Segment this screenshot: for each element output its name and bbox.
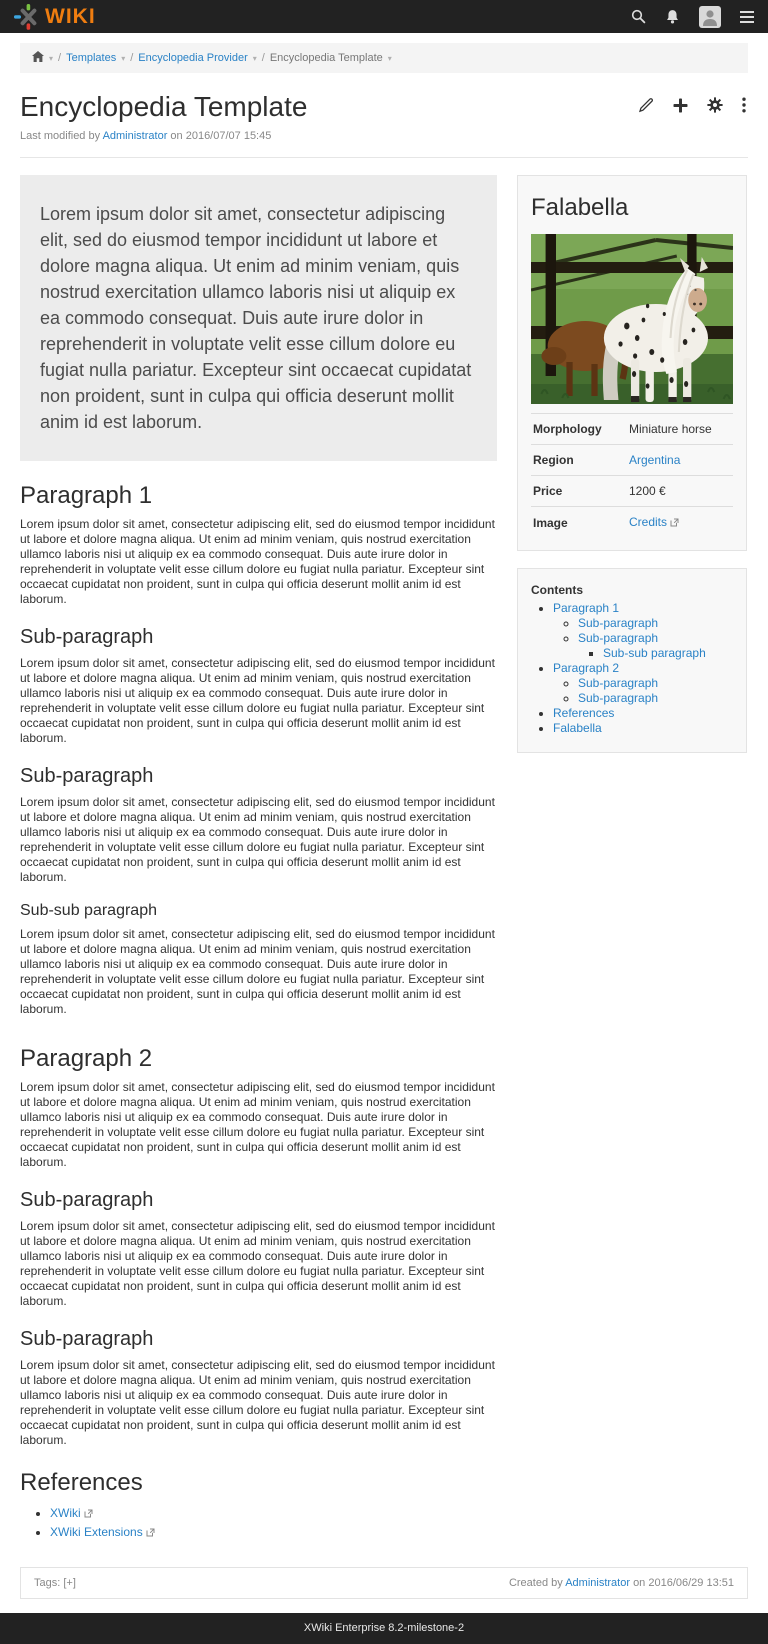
breadcrumb-separator: / [58, 52, 62, 64]
table-row [531, 506, 733, 538]
bell-icon[interactable] [665, 9, 680, 25]
page-content [20, 175, 497, 1543]
version-bar [0, 1613, 768, 1644]
row-label: Price [533, 484, 563, 498]
avatar-person-icon [699, 6, 721, 28]
modified-user-link[interactable]: Administrator [102, 130, 168, 142]
external-link-icon [84, 1507, 93, 1521]
modified-prefix: Last modified by [20, 130, 101, 142]
list-item [553, 661, 733, 706]
version-text: XWiki Enterprise 8.2-milestone-2 [303, 1622, 465, 1634]
toc-list [531, 601, 733, 736]
kebab-icon [742, 97, 746, 113]
toc-link[interactable]: Paragraph 2 [553, 661, 620, 675]
paragraph-text: Lorem ipsum dolor sit amet, consectetur adipiscing elit, sed do eiusmod tempor incididunt ut labore et dolore magna aliqua. Ut enim ad minim veniam, quis nostrud exercitation ullamco laboris nisi ut aliquip ex ea commodo consequat. Duis aute irure dolor in reprehenderit in voluptate velit esse cillum dolore eu fugiat nulla pariatur. Excepteur sint occaecat cupidatat non proident, sunt in culpa qui officia deserunt mollit anim id est laborum. [20, 517, 495, 606]
toc-panel [517, 568, 747, 753]
modified-date: on 2016/07/07 15:45 [170, 130, 272, 142]
heading-sub-paragraph: Sub-paragraph [20, 1189, 154, 1211]
list-item [553, 601, 733, 661]
toc-link[interactable]: Falabella [553, 721, 602, 735]
row-label: Morphology [533, 422, 602, 436]
infobox-title: Falabella [531, 194, 629, 221]
breadcrumb [20, 43, 748, 73]
add-tag-button[interactable]: [+] [63, 1577, 76, 1589]
page-actions [638, 97, 746, 118]
toc-link[interactable]: Sub-sub paragraph [603, 646, 706, 660]
chevron-down-icon[interactable]: ▾ [49, 53, 54, 63]
list-item [553, 721, 733, 736]
paragraph-text: Lorem ipsum dolor sit amet, consectetur adipiscing elit, sed do eiusmod tempor incididunt ut labore et dolore magna aliqua. Ut enim ad minim veniam, quis nostrud exercitation ullamco laboris nisi ut aliquip ex ea commodo consequat. Duis aute irure dolor in reprehenderit in voluptate velit esse cillum dolore eu fugiat nulla pariatur. Excepteur sint occaecat cupidatat non proident, sunt in culpa qui officia deserunt mollit anim id est laborum. [20, 1080, 495, 1169]
reference-link-xwiki[interactable]: XWiki [50, 1506, 81, 1520]
heading-sub-paragraph: Sub-paragraph [20, 626, 154, 648]
external-link-icon [146, 1526, 155, 1540]
xwiki-logo-x-icon [14, 4, 44, 30]
references-list [20, 1505, 497, 1541]
tags-label: Tags: [34, 1577, 61, 1589]
heading-paragraph-2: Paragraph 2 [20, 1045, 153, 1072]
list-item [578, 676, 733, 691]
edit-button[interactable] [638, 97, 654, 118]
settings-button[interactable] [707, 97, 723, 118]
list-item [50, 1524, 497, 1541]
chevron-down-icon[interactable]: ▾ [121, 53, 126, 63]
created-user-link[interactable]: Administrator [565, 1577, 630, 1589]
list-item [553, 706, 733, 721]
row-value: Miniature horse [629, 422, 712, 436]
row-label: Region [533, 453, 574, 467]
toc-link[interactable]: Sub-paragraph [578, 616, 659, 630]
paragraph-text: Lorem ipsum dolor sit amet, consectetur adipiscing elit, sed do eiusmod tempor incididunt ut labore et dolore magna aliqua. Ut enim ad minim veniam, quis nostrud exercitation ullamco laboris nisi ut aliquip ex ea commodo consequat. Duis aute irure dolor in reprehenderit in voluptate velit esse cillum dolore eu fugiat nulla pariatur. Excepteur sint occaecat cupidatat non proident, sunt in culpa qui officia deserunt mollit anim id est laborum. [20, 795, 495, 884]
tags-area [34, 1577, 76, 1589]
table-row [531, 413, 733, 444]
top-navbar [0, 0, 768, 33]
breadcrumb-item-encyclopedia-provider[interactable]: Encyclopedia Provider [138, 52, 248, 64]
xwiki-logo-text: WIKI [45, 4, 96, 28]
reference-link-xwiki-extensions[interactable]: XWiki Extensions [50, 1525, 143, 1539]
paragraph-text: Lorem ipsum dolor sit amet, consectetur adipiscing elit, sed do eiusmod tempor incididunt ut labore et dolore magna aliqua. Ut enim ad minim veniam, quis nostrud exercitation ullamco laboris nisi ut aliquip ex ea commodo consequat. Duis aute irure dolor in reprehenderit in voluptate velit esse cillum dolore eu fugiat nulla pariatur. Excepteur sint occaecat cupidatat non proident, sunt in culpa qui officia deserunt mollit anim id est laborum. [20, 1358, 495, 1447]
heading-references: References [20, 1469, 143, 1496]
created-date: on 2016/06/29 13:51 [633, 1577, 734, 1589]
list-item [578, 631, 733, 661]
table-row [531, 475, 733, 506]
user-avatar[interactable] [699, 6, 721, 28]
heading-sub-sub-paragraph: Sub-sub paragraph [20, 902, 157, 919]
header-divider [20, 157, 748, 158]
paragraph-text: Lorem ipsum dolor sit amet, consectetur adipiscing elit, sed do eiusmod tempor incididunt ut labore et dolore magna aliqua. Ut enim ad minim veniam, quis nostrud exercitation ullamco laboris nisi ut aliquip ex ea commodo consequat. Duis aute irure dolor in reprehenderit in voluptate velit esse cillum dolore eu fugiat nulla pariatur. Excepteur sint occaecat cupidatat non proident, sunt in culpa qui officia deserunt mollit anim id est laborum. [20, 927, 495, 1016]
chevron-down-icon[interactable]: ▾ [387, 53, 392, 63]
list-item [50, 1505, 497, 1522]
infobox-table [531, 413, 733, 538]
breadcrumb-item-current: Encyclopedia Template [269, 52, 383, 64]
more-actions-button[interactable] [742, 97, 746, 118]
toc-link[interactable]: Paragraph 1 [553, 601, 620, 615]
paragraph-text: Lorem ipsum dolor sit amet, consectetur adipiscing elit, sed do eiusmod tempor incididunt ut labore et dolore magna aliqua. Ut enim ad minim veniam, quis nostrud exercitation ullamco laboris nisi ut aliquip ex ea commodo consequat. Duis aute irure dolor in reprehenderit in voluptate velit esse cillum dolore eu fugiat nulla pariatur. Excepteur sint occaecat cupidatat non proident, sunt in culpa qui officia deserunt mollit anim id est laborum. [20, 656, 495, 745]
breadcrumb-separator: / [130, 52, 134, 64]
last-modified-line [20, 130, 748, 142]
infobox-panel [517, 175, 747, 551]
heading-paragraph-1: Paragraph 1 [20, 482, 153, 509]
credits-link[interactable]: Credits [629, 515, 668, 529]
list-item [578, 616, 733, 631]
region-link[interactable]: Argentina [629, 453, 681, 467]
pencil-icon [638, 97, 654, 113]
home-icon[interactable] [32, 51, 44, 65]
menu-icon[interactable] [740, 8, 754, 26]
list-item [578, 691, 733, 706]
created-line [509, 1577, 734, 1589]
toc-link[interactable]: Sub-paragraph [578, 631, 659, 645]
heading-sub-paragraph: Sub-paragraph [20, 765, 154, 787]
xwiki-logo[interactable] [14, 4, 96, 30]
toc-link[interactable]: Sub-paragraph [578, 676, 659, 690]
lead-paragraph: Lorem ipsum dolor sit amet, consectetur adipiscing elit, sed do eiusmod tempor incididunt ut labore et dolore magna aliqua. Ut enim ad minim veniam, quis nostrud exercitation ullamco laboris nisi ut aliquip ex ea commodo consequat. Duis aute irure dolor in reprehenderit in voluptate velit esse cillum dolore eu fugiat nulla pariatur. Excepteur sint occaecat cupidatat non proident, sunt in culpa qui officia deserunt mollit anim id est laborum. [20, 175, 497, 461]
row-value: 1200 € [629, 484, 666, 498]
paragraph-text: Lorem ipsum dolor sit amet, consectetur adipiscing elit, sed do eiusmod tempor incididunt ut labore et dolore magna aliqua. Ut enim ad minim veniam, quis nostrud exercitation ullamco laboris nisi ut aliquip ex ea commodo consequat. Duis aute irure dolor in reprehenderit in voluptate velit esse cillum dolore eu fugiat nulla pariatur. Excepteur sint occaecat cupidatat non proident, sunt in culpa qui officia deserunt mollit anim id est laborum. [20, 1219, 495, 1308]
created-prefix: Created by [508, 1577, 563, 1589]
falabella-horse-image [531, 234, 733, 404]
breadcrumb-separator: / [261, 52, 265, 64]
heading-sub-paragraph: Sub-paragraph [20, 1328, 154, 1350]
plus-icon [673, 98, 688, 113]
breadcrumb-item-templates[interactable]: Templates [66, 52, 117, 64]
external-link-icon [670, 516, 679, 530]
list-item [603, 646, 733, 661]
table-row [531, 444, 733, 475]
page-title: Encyclopedia Template [20, 91, 308, 122]
document-footer [20, 1567, 748, 1599]
chevron-down-icon[interactable]: ▾ [252, 53, 257, 63]
toc-link[interactable]: Sub-paragraph [578, 691, 659, 705]
gear-icon [707, 97, 723, 113]
toc-link[interactable]: References [553, 706, 615, 720]
create-button[interactable] [673, 98, 688, 118]
toc-title: Contents [531, 583, 583, 597]
row-label: Image [533, 515, 568, 530]
search-icon[interactable] [631, 9, 646, 24]
